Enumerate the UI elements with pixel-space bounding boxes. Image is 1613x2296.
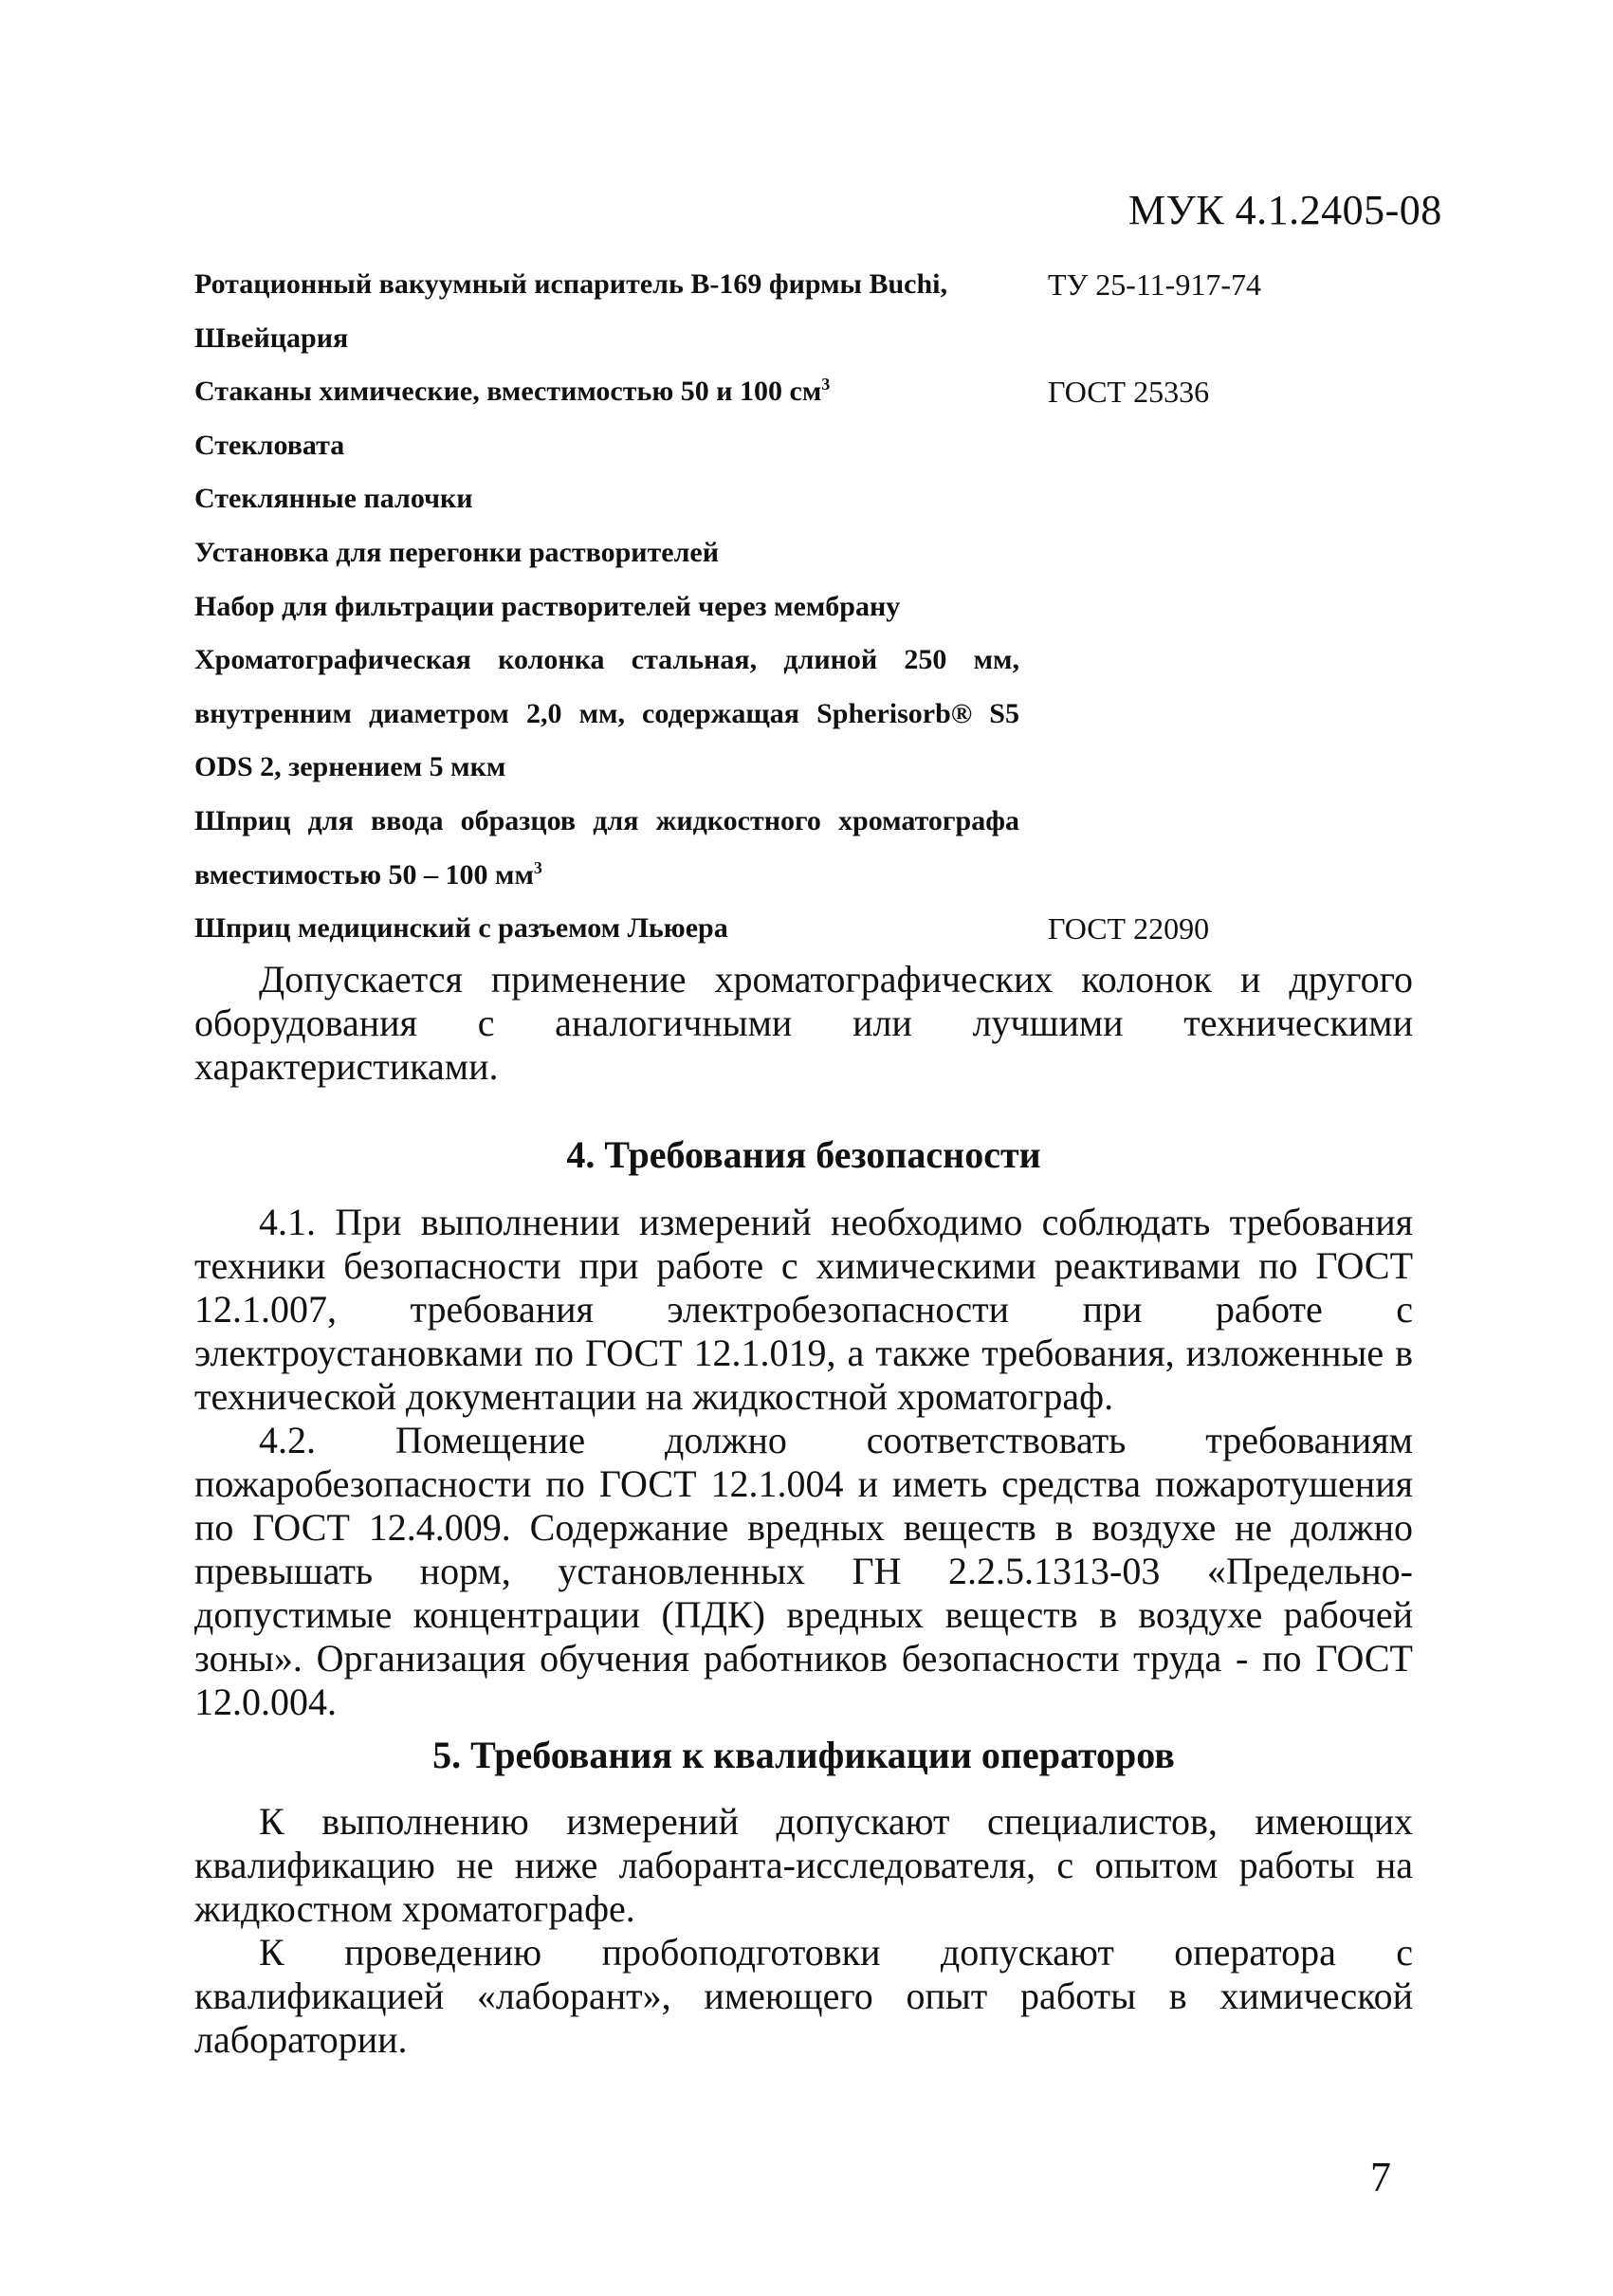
equipment-description: Стекловата <box>194 429 345 461</box>
equipment-description: Швейцария <box>194 321 349 354</box>
paragraph-4-2: 4.2. Помещение должно соответствовать требованиям пожаробезопасности по ГОСТ 12.1.004 и иметь средства пожаротушения по ГОСТ 12.4.009. Содержание вредных веществ в воздухе не должно превышать норм, установленных ГН 2.2.5.1313-03 «Предельно-допустимые концентрации (ПДК) вредных веществ в воздухе рабочей зоны». Организация обучения работников безопасности труда - по ГОСТ 12.0.004. <box>194 1419 1413 1723</box>
equipment-description: внутренним диаметром 2,0 мм, содержащая Spherisorb® S5 <box>194 697 1019 729</box>
equipment-line <box>194 472 1285 526</box>
superscript-unit: 3 <box>533 857 542 877</box>
equipment-line <box>194 688 1285 742</box>
paragraph-5-2: К проведению пробоподготовки допускают оператора с квалификацией «лаборант», имеющего опыт работы в химической лаборатории. <box>194 1931 1413 2061</box>
equipment-description: Набор для фильтрации растворителей через мембрану <box>194 590 901 622</box>
equipment-description <box>194 365 830 419</box>
page-number: 7 <box>1370 2154 1391 2200</box>
equipment-description: Хроматографическая колонка стальная, длиной 250 мм, <box>194 644 1019 676</box>
equipment-line <box>194 902 1285 956</box>
section-4-heading: 4. Требования безопасности <box>566 1133 1041 1176</box>
equipment-standard: ГОСТ 25336 <box>1048 375 1210 410</box>
equipment-description-text: вместимостью 50 – 100 мм <box>194 858 534 891</box>
equipment-line <box>194 526 1285 580</box>
equipment-line <box>194 419 1285 473</box>
equipment-line <box>194 258 1285 312</box>
equipment-line <box>194 365 1285 419</box>
equipment-description: Шприц медицинский с разъемом Льюера <box>194 912 728 945</box>
equipment-description: Шприц для ввода образцов для жидкостного хроматографа <box>194 804 1019 836</box>
equipment-description: Установка для перегонки растворителей <box>194 536 720 568</box>
equipment-line <box>194 312 1285 366</box>
equipment-line <box>194 849 1285 903</box>
section-4-body <box>194 1201 1413 1724</box>
paragraph-5-1: К выполнению измерений допускают специалистов, имеющих квалификацию не ниже лаборанта-исследователя, с опытом работы на жидкостном хроматографе. <box>194 1800 1413 1930</box>
note-paragraph-block <box>194 958 1413 1089</box>
equipment-line <box>194 580 1285 634</box>
paragraph-4-1: 4.1. При выполнении измерений необходимо соблюдать требования техники безопасности при работе с химическими реактивами по ГОСТ 12.1.007, требования электробезопасности при работе с электроустановками по ГОСТ 12.1.019, а также требования, изложенные в технической документации на жидкостной хроматограф. <box>194 1201 1413 1418</box>
equipment-line <box>194 634 1285 688</box>
equipment-description: Стеклянные палочки <box>194 483 473 515</box>
equipment-line <box>194 795 1285 849</box>
section-5-heading: 5. Требования к квалификации операторов <box>432 1734 1175 1776</box>
equipment-list <box>194 258 1285 956</box>
document-code: МУК 4.1.2405-08 <box>1128 187 1442 233</box>
note-paragraph: Допускается применение хроматографических колонок и другого оборудования с аналогичными или лучшими техническими характеристиками. <box>194 958 1413 1088</box>
section-5-body <box>194 1800 1413 2062</box>
equipment-description-text: Стаканы химические, вместимостью 50 и 100 см <box>194 376 822 408</box>
equipment-description: ODS 2, зернением 5 мкм <box>194 751 506 783</box>
equipment-line <box>194 741 1285 795</box>
equipment-standard: ГОСТ 22090 <box>1048 911 1210 946</box>
superscript-unit: 3 <box>821 375 831 395</box>
equipment-description: Ротационный вакуумный испаритель В-169 фирмы Buchi, <box>194 268 947 300</box>
equipment-standard: ТУ 25-11-917-74 <box>1048 267 1261 302</box>
equipment-description <box>194 849 542 903</box>
